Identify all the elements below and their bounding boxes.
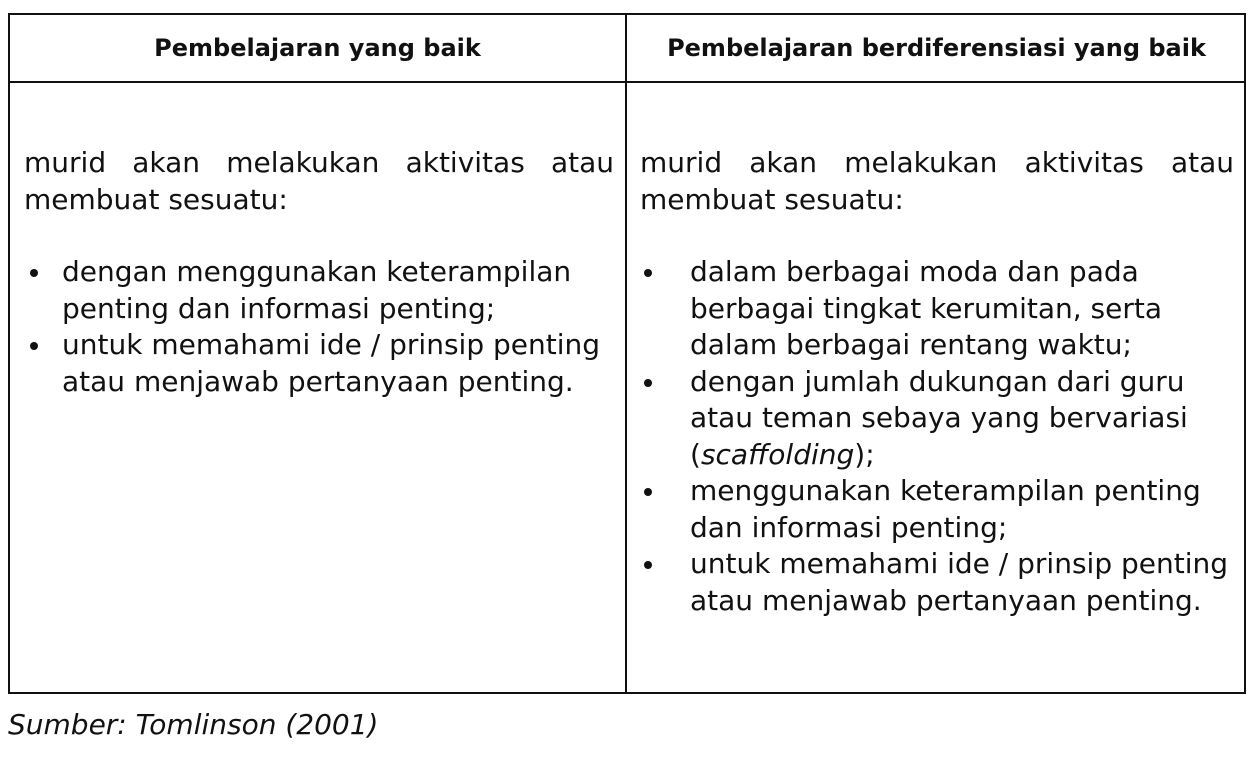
list-item [24,254,614,327]
list-item-emphasis: scaffolding [700,437,855,471]
list-item-text: untuk memahami ide / prinsip penting atau menjawab pertanyaan penting. [690,547,1229,617]
list-item-text-before: dengan jumlah dukungan dari guru atau teman sebaya yang bervariasi ( [690,364,1188,471]
bullet-icon [644,488,652,496]
header-left: Pembelajaran yang baik [154,34,481,62]
list-item [640,546,1234,619]
source-caption: Sumber: Tomlinson (2001) [8,708,379,741]
list-item-text-after: ); [854,437,875,471]
bullet-icon [644,379,652,387]
list-item [640,473,1234,546]
cell-left [24,83,614,400]
list-item [640,364,1234,474]
list-item-text: dengan menggunakan keterampilan penting dan informasi penting; [62,255,572,325]
intro-text-right: murid akan melakukan aktivitas atau membuat sesuatu: [640,146,1234,216]
list-item [640,254,1234,364]
comparison-table [8,13,1246,694]
bullet-list-right [640,254,1234,619]
bullet-icon [644,561,652,569]
list-item-text: untuk memahami ide / prinsip penting atau menjawab pertanyaan penting. [62,328,601,398]
bullet-icon [644,269,652,277]
cell-right [640,83,1234,619]
list-item-text: menggunakan keterampilan penting dan informasi penting; [690,474,1201,544]
column-divider [625,15,627,692]
intro-text-left: murid akan melakukan aktivitas atau membuat sesuatu: [24,146,614,216]
bullet-icon [30,342,38,350]
bullet-list-left [24,254,614,400]
bullet-icon [30,269,38,277]
list-item-text: dalam berbagai moda dan pada berbagai tingkat kerumitan, serta dalam berbagai rentang waktu; [690,255,1162,361]
list-item [24,327,614,400]
header-right: Pembelajaran berdiferensiasi yang baik [667,34,1206,62]
